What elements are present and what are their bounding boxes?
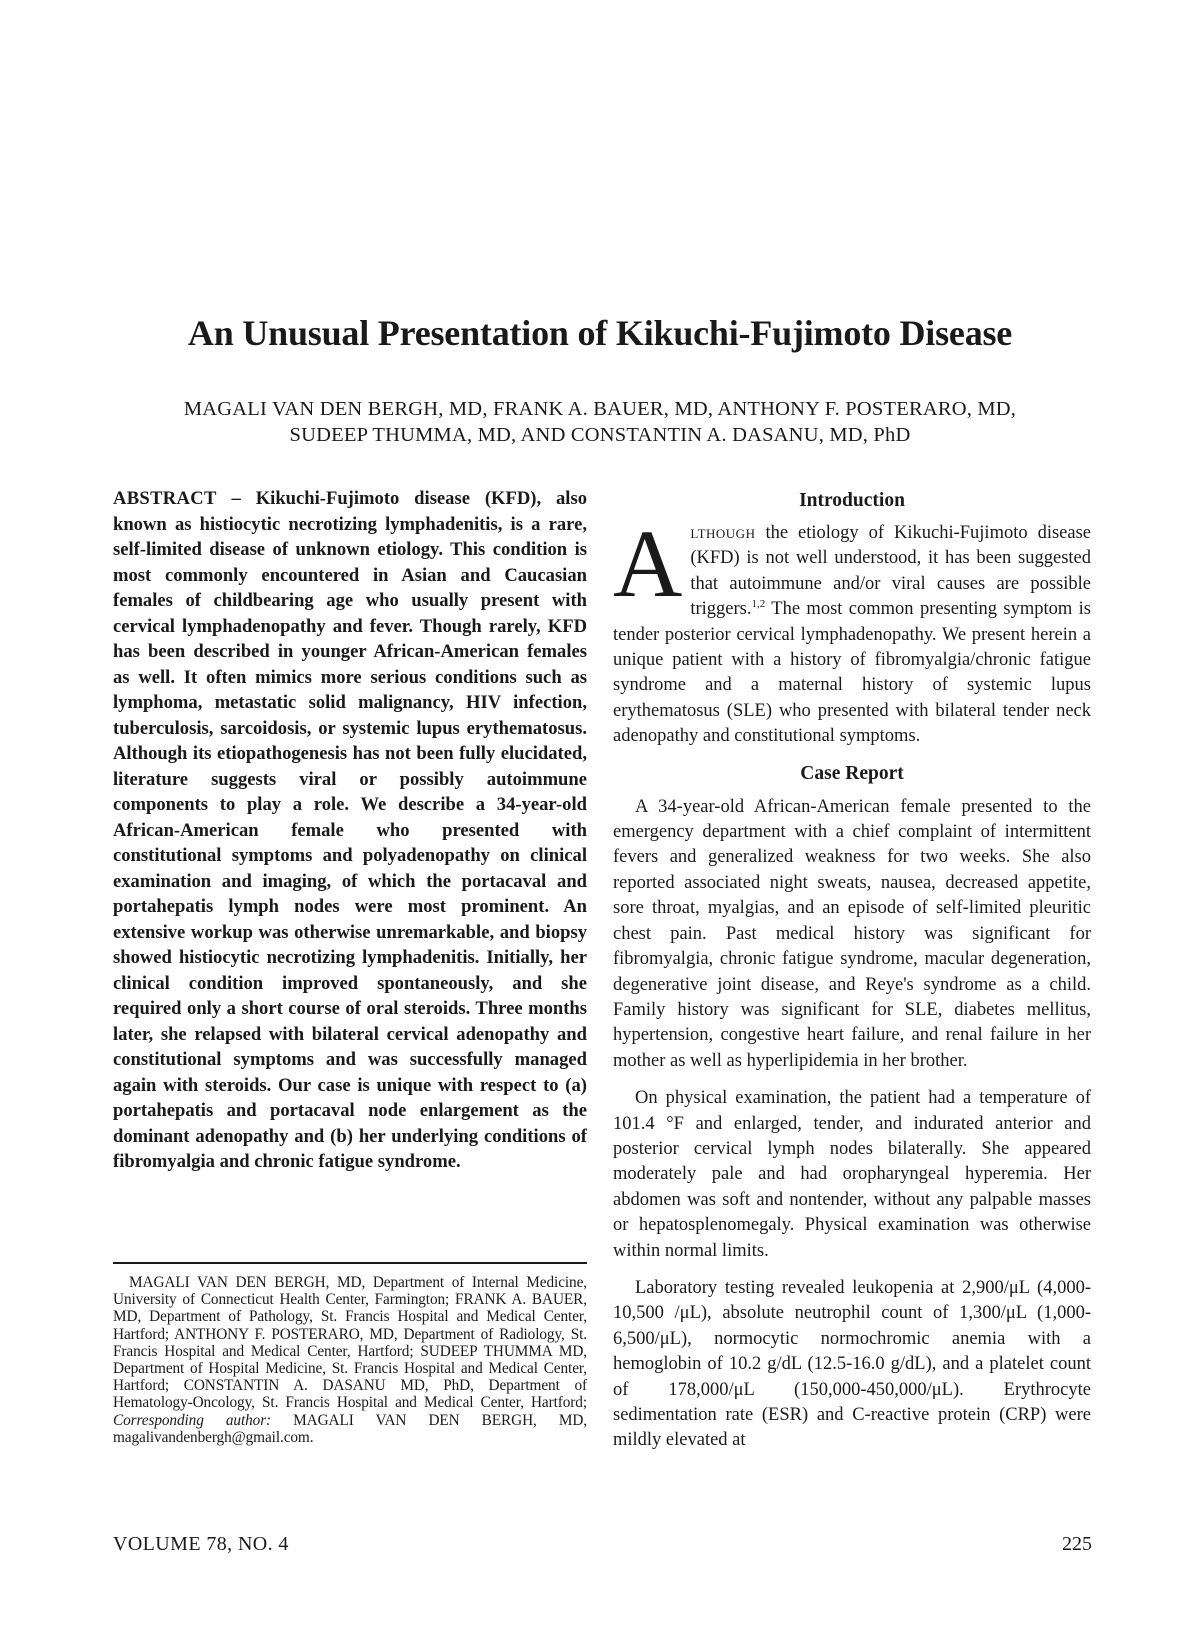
abstract-text: – Kikuchi-Fujimoto disease (KFD), also known as histiocytic necrotizing lymphadenitis, is a rare, self-limited disease of unknown etiology. This condition is most commonly encountered in Asian and Caucasian females of childbearing age who usually present with cervical lymphadenopathy and fever. Though rarely, KFD has been described in younger African-American females as well. It often mimics more serious conditions such as lymphoma, metastatic solid malignancy, HIV infection, tuberculosis, sarcoidosis, or systemic lupus erythematosus. Although its etiopathogenesis has not been fully elucidated, literature suggests viral or possibly autoimmune components to play a role. We describe a 34-year-old African-American female who presented with constitutional symptoms and polyadenopathy on clinical examination and imaging, of which the portacaval and portahepatis lymph nodes were most prominent. An extensive workup was otherwise unremarkable, and biopsy showed histiocytic necrotizing lymphadenitis. Initially, her clinical condition improved spontaneously, and she required only a short course of oral steroids. Three months later, she relapsed with bilateral cervical adenopathy and constitutional symptoms and was successfully managed again with steroids. Our case is unique with respect to (a) portahepatis and portacaval node enlargement as the dominant adenopathy and (b) her underlying conditions of fibromyalgia and chronic fatigue syndrome.	[113, 488, 587, 1172]
intro-text: the etiology of Kikuchi-Fujimoto disease (KFD) is not well understood, it has been suggested that autoimmune and/or viral causes are possible triggers.	[690, 523, 1091, 620]
drop-cap: A	[613, 510, 683, 617]
intro-smallcaps: lthough	[690, 523, 756, 543]
corresponding-author-text: MAGALI VAN DEN BERGH, MD, magalivandenbergh@gmail.com.	[113, 1411, 587, 1446]
intro-text-rest: The most common presenting symptom is tender posterior cervical lymphadenopathy. We present herein a unique patient with a history of fibromyalgia/chronic fatigue syndrome and a maternal history of systemic lupus erythematosus (SLE) who presented with bilateral tender neck adenopathy and constitutional symptoms.	[613, 599, 1091, 747]
page-number: 225	[1062, 1533, 1092, 1555]
case-paragraph-3: Laboratory testing revealed leukopenia at 2,900/μL (4,000-10,500 /μL), absolute neutrophil count of 1,300/μL (1,000-6,500/μL), normocytic normochromic anemia with a hemoglobin of 10.2 g/dL (12.5-16.0 g/dL), and a platelet count of 178,000/μL (150,000-450,000/μL). Erythrocyte sedimentation rate (ESR) and C-reactive protein (CRP) were mildly elevated at	[613, 1277, 1091, 1451]
abstract	[113, 486, 587, 1175]
citation-superscript: 1,2	[751, 598, 766, 611]
affiliations-text: MAGALI VAN DEN BERGH, MD, Department of Internal Medicine, University of Connecticut Health Center, Farmington; FRANK A. BAUER, MD, Department of Pathology, St. Francis Hospital and Medical Center, Hartford; ANTHONY F. POSTERARO, MD, Department of Radiology, St. Francis Hospital and Medical Center, Hartford; SUDEEP THUMMA MD, Department of Hospital Medicine, St. Francis Hospital and Medical Center, Hartford; CONSTANTIN A. DASANU MD, PhD, Department of Hematology-Oncology, St. Francis Hospital and Medical Center, Hartford;	[113, 1274, 587, 1412]
case-paragraph-2: On physical examination, the patient had a temperature of 101.4 °F and enlarged, tender, and indurated anterior and posterior cervical lymph nodes bilaterally. She appeared moderately pale and had oropharyngeal hyperemia. Her abdomen was soft and nontender, without any palpable masses or hepatosplenomegaly. Physical examination was otherwise within normal limits.	[613, 1088, 1091, 1261]
affiliations-divider	[113, 1262, 587, 1264]
body-column	[613, 488, 1091, 1454]
corresponding-author-label: Corresponding author:	[113, 1411, 272, 1429]
case-paragraph-1: A 34-year-old African-American female presented to the emergency department with a chief complaint of intermittent fevers and generalized weakness for two weeks. She also reported associated night sweats, nausea, decreased appetite, sore throat, myalgias, and an episode of self-limited pleuritic chest pain. Past medical history was significant for fibromyalgia, chronic fatigue syndrome, macular degeneration, degenerative joint disease, and Reye's syndrome as a child. Family history was significant for SLE, diabetes mellitus, hypertension, congestive heart failure, and renal failure in her mother as well as hyperlipidemia in her brother.	[613, 796, 1091, 1071]
article-title: An Unusual Presentation of Kikuchi-Fujimoto Disease	[187, 313, 1013, 353]
author-line-2: SUDEEP THUMMA, MD, AND CONSTANTIN A. DASANU, MD, PhD	[289, 424, 911, 446]
introduction-heading: Introduction	[799, 490, 905, 511]
author-affiliations	[113, 1274, 587, 1446]
abstract-label: ABSTRACT	[113, 488, 217, 509]
case-report-heading: Case Report	[800, 762, 904, 784]
author-line-1: MAGALI VAN DEN BERGH, MD, FRANK A. BAUER, MD, ANTHONY F. POSTERARO, MD,	[183, 398, 1017, 420]
introduction-paragraph	[613, 510, 1091, 750]
journal-volume: VOLUME 78, NO. 4	[113, 1533, 289, 1555]
author-list	[100, 396, 1100, 448]
